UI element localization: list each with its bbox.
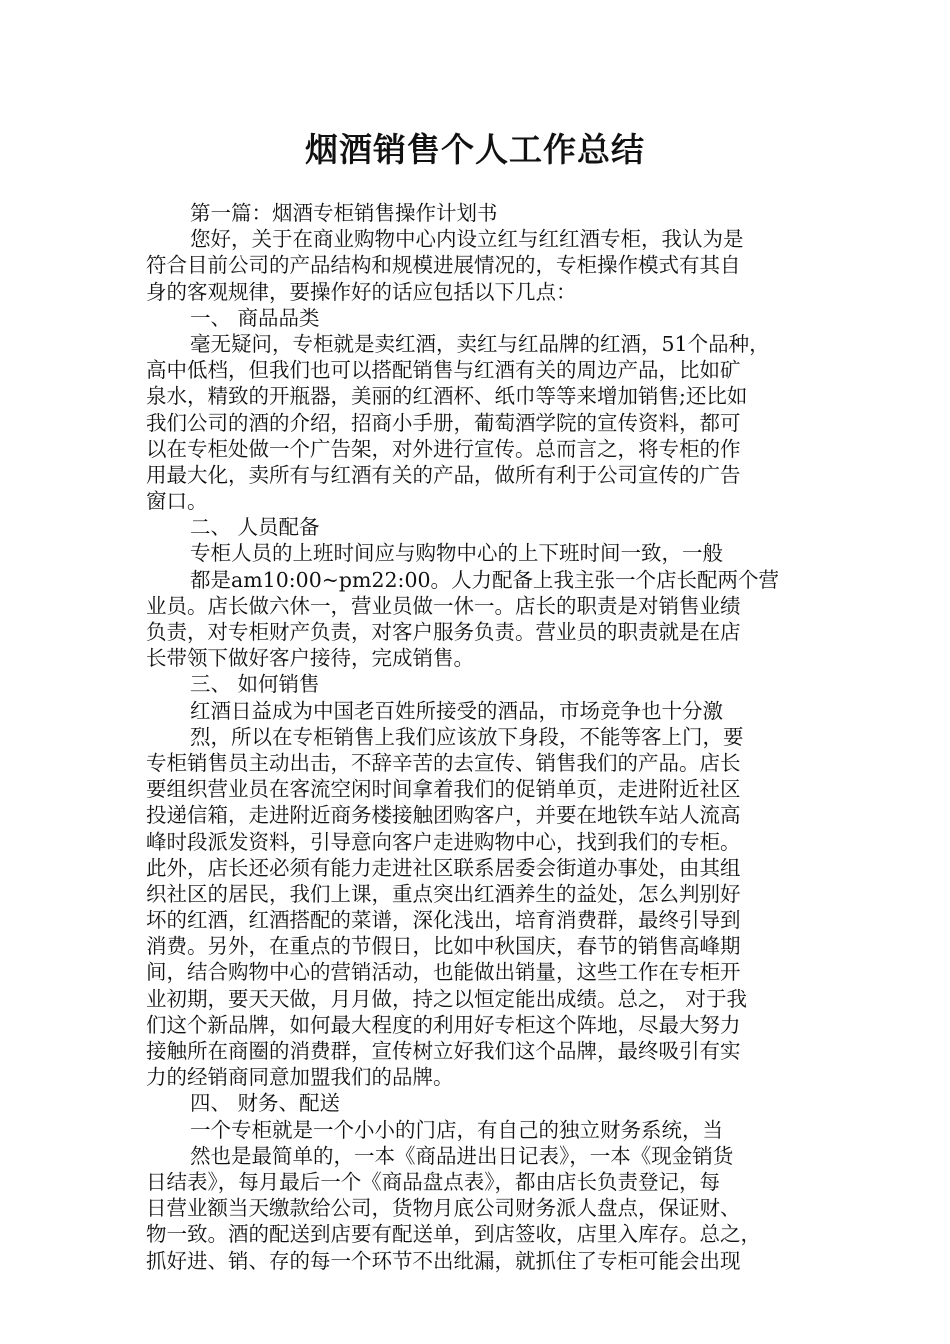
text-line: 泉水，精致的开瓶器，美丽的红酒杯、纸巾等等来增加销售;还比如 xyxy=(146,384,748,409)
text-line: 红酒日益成为中国老百姓所接受的酒品，市场竞争也十分激 xyxy=(190,698,723,723)
text-line: 身的客观规律，要操作好的话应包括以下几点： xyxy=(146,279,577,304)
text-line: 间，结合购物中心的营销活动，也能做出销量，这些工作在专柜开 xyxy=(146,960,741,985)
text-line: 您好，关于在商业购物中心内设立红与红红酒专柜，我认为是 xyxy=(190,227,744,252)
text-line: 织社区的居民，我们上课，重点突出红酒养生的益处，怎么判别好 xyxy=(146,881,741,906)
text-line: 符合目前公司的产品结构和规模进展情况的，专柜操作模式有其自 xyxy=(146,253,741,278)
text-line: 业初期，要天天做，月月做，持之以恒定能出成绩。总之， 对于我 xyxy=(146,986,748,1011)
text-line: 我们公司的酒的介绍，招商小手册，葡萄酒学院的宣传资料，都可 xyxy=(146,410,741,435)
text-line: 专柜人员的上班时间应与购物中心的上下班时间一致，一般 xyxy=(190,541,723,566)
text-line: 要组织营业员在客流空闲时间拿着我们的促销单页，走进附近社区 xyxy=(146,777,741,802)
section-heading: 二、 人员配备 xyxy=(190,515,320,540)
section-heading: 三、 如何销售 xyxy=(190,672,320,697)
text-line: 们这个新品牌，如何最大程度的利用好专柜这个阵地，尽最大努力 xyxy=(146,1012,741,1037)
text-line: 都是am10:00~pm22:00。人力配备上我主张一个店长配两个营 xyxy=(190,567,780,592)
text-line: 峰时段派发资料，引导意向客户走进购物中心，找到我们的专柜。 xyxy=(146,829,741,854)
document-title: 烟酒销售个人工作总结 xyxy=(305,130,645,169)
text-line: 窗口。 xyxy=(146,489,208,514)
text-line: 日营业额当天缴款给公司，货物月底公司财务派人盘点，保证财、 xyxy=(146,1196,741,1221)
section-heading: 一、 商品品类 xyxy=(190,305,320,330)
text-line: 此外，店长还必须有能力走进社区联系居委会街道办事处，由其组 xyxy=(146,855,741,880)
section-heading: 四、 财务、配送 xyxy=(190,1091,341,1116)
text-line: 用最大化，卖所有与红酒有关的产品，做所有利于公司宣传的广告 xyxy=(146,462,741,487)
text-line: 烈，所以在专柜销售上我们应该放下身段，不能等客上门，要 xyxy=(190,724,744,749)
document-body xyxy=(146,200,822,1274)
text-line: 专柜销售员主动出击，不辞辛苦的去宣传、销售我们的产品。店长 xyxy=(146,750,741,775)
text-line: 以在专柜处做一个广告架，对外进行宣传。总而言之，将专柜的作 xyxy=(146,436,741,461)
text-line: 接触所在商圈的消费群，宣传树立好我们这个品牌，最终吸引有实 xyxy=(146,1039,741,1063)
text-line: 一个专柜就是一个小小的门店，有自己的独立财务系统，当 xyxy=(190,1117,723,1142)
text-line: 坏的红酒，红酒搭配的菜谱，深化浅出，培育消费群，最终引导到 xyxy=(146,908,741,933)
text-line: 物一致。酒的配送到店要有配送单，到店签收，店里入库存。总之， xyxy=(146,1222,761,1247)
text-line: 负责，对专柜财产负责，对客户服务负责。营业员的职责就是在店 xyxy=(146,620,741,644)
text-line: 消费。另外，在重点的节假日，比如中秋国庆，春节的销售高峰期 xyxy=(146,934,741,959)
text-line: 投递信箱，走进附近商务楼接触团购客户，并要在地铁车站人流高 xyxy=(146,803,741,828)
text-line: 高中低档，但我们也可以搭配销售与红酒有关的周边产品，比如矿 xyxy=(146,358,741,383)
text-line: 业员。店长做六休一，营业员做一休一。店长的职责是对销售业绩 xyxy=(146,593,741,618)
text-line: 然也是最简单的，一本《商品进出日记表》，一本《现金销货 xyxy=(190,1143,734,1168)
text-line: 第一篇：烟酒专柜销售操作计划书 xyxy=(190,201,498,225)
text-line: 抓好进、销、存的每一个环节不出纰漏，就抓住了专柜可能会出现 xyxy=(146,1248,741,1273)
text-line: 毫无疑问，专柜就是卖红酒，卖红与红品牌的红酒，51个品种， xyxy=(190,331,770,356)
text-line: 长带领下做好客户接待，完成销售。 xyxy=(146,646,474,671)
text-line: 力的经销商同意加盟我们的品牌。 xyxy=(146,1065,454,1090)
text-line: 日结表》，每月最后一个《商品盘点表》，都由店长负责登记，每 xyxy=(146,1169,720,1194)
